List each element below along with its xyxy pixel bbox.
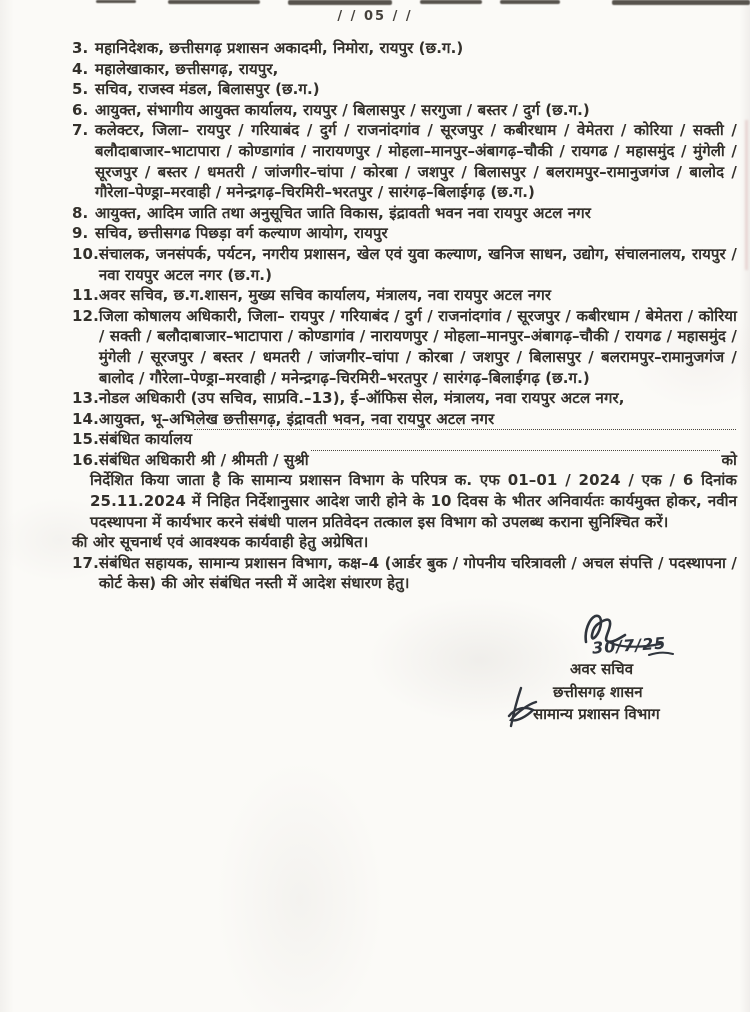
item-number: 14. (72, 409, 99, 428)
list-item-6 (72, 100, 737, 121)
dotted-blank-line (194, 429, 736, 430)
item-text: आयुक्त, भू–अभिलेख छत्तीसगढ़, इंद्रावती भवन, नवा रायपुर अटल नगर (98, 409, 495, 428)
list-item-13 (72, 388, 737, 409)
list-item-4 (72, 59, 737, 80)
item-number: 15. (72, 430, 99, 449)
list-item-12 (72, 306, 737, 388)
list-item-3 (72, 38, 737, 59)
signatory-department: सामान्य प्रशासन विभाग (533, 705, 660, 723)
signature-mark (580, 608, 666, 654)
scan-artifact (288, 0, 392, 5)
item-number: 9. (72, 224, 89, 243)
scan-artifact (612, 0, 750, 5)
item-text: नोडल अधिकारी (उप सचिव, साप्रवि.–13), ई–ऑफिस सेल, मंत्रालय, नवा रायपुर अटल नगर, (98, 389, 625, 408)
item-number: 17. (72, 553, 99, 572)
item-number: 11. (72, 286, 99, 305)
document-body (0, 38, 750, 594)
dotted-blank-line (311, 450, 721, 451)
date-underline-flourish (648, 648, 674, 660)
item-number: 10. (72, 244, 99, 263)
handwritten-date: 30/7/25 (591, 633, 667, 658)
item-number: 4. (72, 59, 89, 78)
item-text: संबंधित अधिकारी श्री / श्रीमती / सुश्री (98, 450, 309, 469)
paragraph-text: निर्देशित किया जाता है कि सामान्य प्रशासन विभाग के परिपत्र क. एफ 01–01 / 2024 / एक / 6 दिनांक 25.11.2024 में निहित निर्देशानुसार आदेश जारी होने के (90, 471, 737, 511)
item-text: संबंधित सहायक, सामान्य प्रशासन विभाग, कक्ष–4 (आर्डर बुक / गोपनीय चरित्रावली / अचल संपत्ति / पदस्थापना / कोर्ट केस) की ओर संबंधित नस्ती में आदेश संधारण हेतु। (98, 553, 737, 593)
list-item-15 (72, 429, 737, 450)
page-number: / / 05 / / (337, 9, 413, 24)
item-text: महानिदेशक, छत्तीसगढ़ प्रशासन अकादमी, निमोरा, रायपुर (छ.ग.) (95, 39, 464, 57)
list-item-11 (72, 285, 737, 306)
item-number: 6. (72, 100, 89, 119)
list-item-7 (72, 120, 737, 202)
item-text-suffix: को (721, 450, 737, 469)
item-text: आयुक्त, संभागीय आयुक्त कार्यालय, रायपुर / बिलासपुर / सरगुजा / बस्तर / दुर्ग (छ.ग.) (95, 100, 590, 119)
list-item-16 (72, 450, 737, 471)
list-item-9 (72, 223, 737, 244)
item-text: सचिव, राजस्व मंडल, बिलासपुर (छ.ग.) (95, 80, 320, 99)
list-item-5 (72, 79, 737, 100)
item-text: आयुक्त, आदिम जाति तथा अनुसूचित जाति विकास, इंद्रावती भवन नवा रायपुर अटल नगर (95, 203, 592, 222)
item-text: संबंधित कार्यालय (98, 430, 193, 449)
item-number: 13. (72, 389, 99, 408)
scan-artifact (500, 0, 560, 4)
list-item-14 (72, 409, 737, 430)
item-number: 7. (72, 121, 89, 140)
item-text: महालेखाकार, छत्तीसगढ़, रायपुर, (95, 59, 279, 78)
scan-artifact (96, 0, 136, 3)
item-text: जिला कोषालय अधिकारी, जिला– रायपुर / गरियाबंद / दुर्ग / राजनांदगांव / सूरजपुर / कबीरधाम / बेमेतरा / कोरिया / सक्ती / बलौदाबाजार–भाटापारा / कोण्डागांव / नारायणपुर / मोहला–मानपुर–अंबागढ़–चौकी / रायगढ / महासमुंद / मुंगेली / सूरजपुर / बस्तर / धमतरी / जांजगीर–चांपा / कोरबा / जशपुर / बिलासपुर / बलरामपुर–रामानुजगंज / बालोद / गौरेला–पेण्ड्रा–मरवाही / मनेन्द्रगढ़–चिरमिरी–भरतपुर / सारंगढ़–बिलाईगढ़ (छ.ग.) (98, 306, 737, 387)
item-number: 8. (72, 203, 89, 222)
list-item-17 (72, 553, 737, 594)
item-text: अवर सचिव, छ.ग.शासन, मुख्य सचिव कार्यालय, मंत्रालय, नवा रायपुर अटल नगर (98, 286, 552, 305)
item-number: 5. (72, 80, 89, 99)
signatory-government: छत्तीसगढ़ शासन (553, 683, 643, 701)
paragraph-text: के भीतर अनिवार्यतः कार्यमुक्त होकर, नवीन पदस्थापना में कार्यभार करने संबंधी पालन प्रतिवेदन तत्काल इस विभाग को उपलब्ध कराना सुनिश्चित करें। (90, 492, 737, 531)
item-number: 16. (72, 450, 99, 469)
directive-paragraph (90, 470, 737, 532)
scan-artifact (168, 0, 260, 4)
signatory-designation: अवर सचिव (570, 660, 634, 678)
item-number: 12. (72, 306, 99, 325)
item-text: संचालक, जनसंपर्क, पर्यटन, नगरीय प्रशासन, खेल एवं युवा कल्याण, खनिज साधन, उद्योग, संचालनालय, रायपुर / नवा रायपुर अटल नगर (छ.ग.) (98, 244, 737, 284)
initials-mark (503, 686, 539, 728)
item-text: कलेक्टर, जिला– रायपुर / गरियाबंद / दुर्ग / राजनांदगांव / सूरजपुर / कबीरधाम / वेमेतरा / कोरिया / सक्ती / बलौदाबाजार–भाटापारा / कोण्डागांव / नारायणपुर / मोहला–मानपुर–अंबागढ़–चौकी / रायगढ / महासमुंद / मुंगेली / सूरजपुर / बस्तर / धमतरी / जांजगीर–चांपा / कोरबा / जशपुर / बिलासपुर / बलरामपुर–रामानुजगंज / बालोद / गौरेला–पेण्ड्रा–मरवाही / मनेन्द्रगढ़–चिरमिरी–भरतपुर / सारंगढ़–बिलाईगढ़ (छ.ग.) (95, 121, 737, 202)
paragraph-bold-text: 10 दिवस (430, 492, 489, 511)
forwarding-line: की ओर सूचनार्थ एवं आवश्यक कार्यवाही हेतु अग्रेषित। (72, 533, 369, 552)
item-text: सचिव, छत्तीसगढ पिछड़ा वर्ग कल्याण आयोग, रायपुर (95, 224, 388, 243)
item-number: 3. (72, 39, 89, 57)
list-item-10 (72, 244, 737, 285)
scan-artifact (420, 0, 482, 4)
list-item-8 (72, 203, 737, 224)
